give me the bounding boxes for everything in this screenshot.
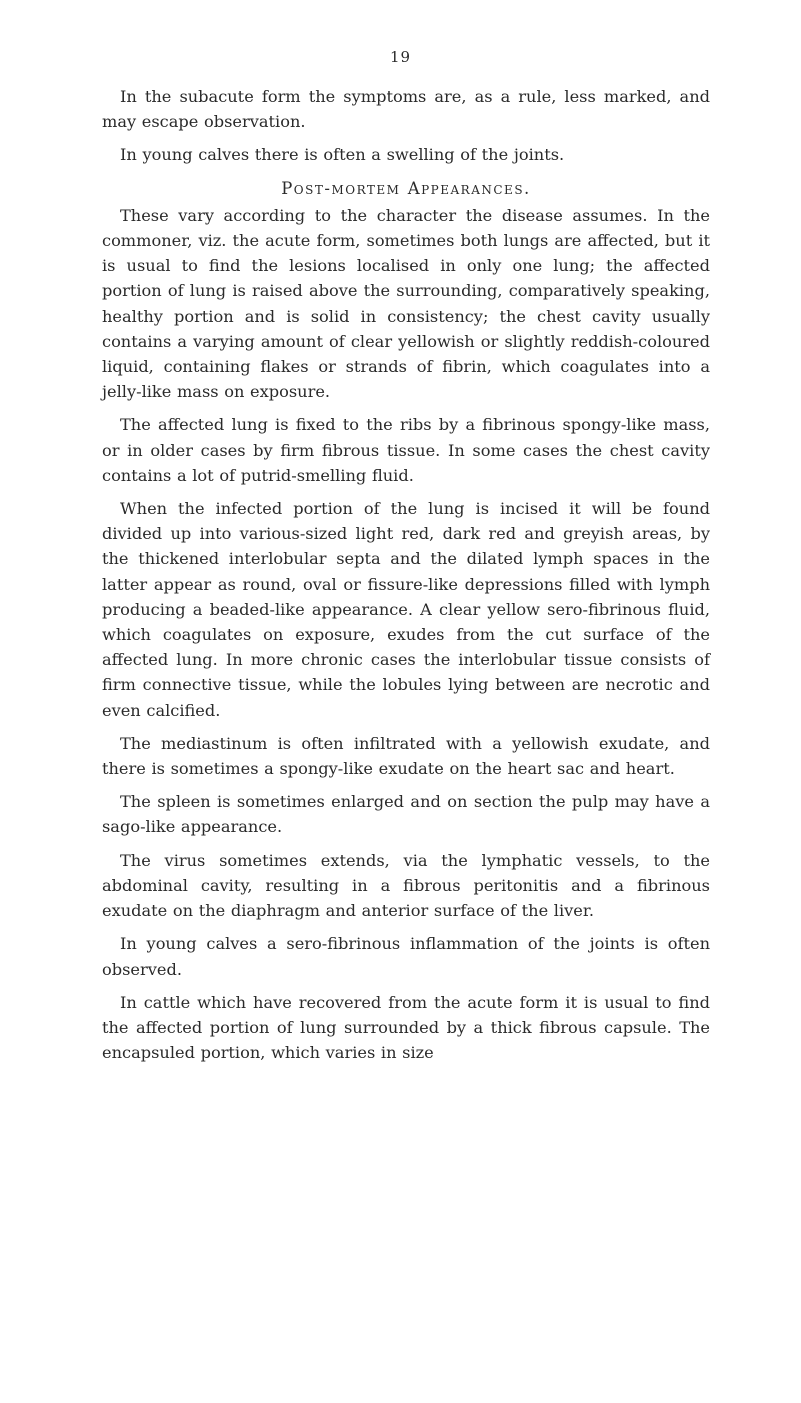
section-heading: Post-mortem Appearances. <box>281 178 531 198</box>
body-text <box>102 84 710 1073</box>
paragraph-virus-extends: The virus sometimes extends, via the lymphatic vessels, to the abdominal cavity, resulting in a fibrous peritonitis and a fibrinous exudate on the diaphragm and anterior surface of the liver. <box>102 850 710 921</box>
paragraph-spleen: The spleen is sometimes enlarged and on section the pulp may have a sago-like appearance. <box>102 792 710 837</box>
paragraph-young-calves-inflammation: In young calves a sero-fibrinous inflammation of the joints is often observed. <box>102 934 710 979</box>
paragraph-recovered-cattle: In cattle which have recovered from the acute form it is usual to find the affected portion of lung surrounded by a thick fibrous capsule. The encapsuled portion, which varies in size <box>102 992 710 1063</box>
paragraph-affected-lung: The affected lung is fixed to the ribs by a fibrinous spongy-like mass, or in older cases by firm fibrous tissue. In some cases the chest cavity contains a lot of putrid-smelling fluid. <box>102 415 710 485</box>
paragraph-lesions: These vary according to the character the disease assumes. In the commoner, viz. the acute form, sometimes both lungs are affected, but it is usual to find the lesions localised in only one lung; the affected portion of lung is raised above the surrounding, comparatively speaking, healthy portion and is solid in consistency; the chest cavity usually contains a varying amount of clear yellowish or slightly reddish-coloured liquid, containing flakes or strands of fibrin, which coagulates into a jelly-like mass on exposure. <box>102 205 710 402</box>
paragraph-mediastinum: The mediastinum is often infiltrated with a yellowish exudate, and there is sometimes a spongy-like exudate on the heart sac and heart. <box>102 733 710 779</box>
page-number: 19 <box>389 48 412 66</box>
paragraph-young-calves-joints: In young calves there is often a swelling of the joints. <box>120 145 565 165</box>
paragraph-incised-lung: When the infected portion of the lung is incised it will be found divided up into various-sized light red, dark red and greyish areas, by the thickened interlobular septa and the dilated lymph spaces in the latter appear as round, oval or fissure-like depressions filled with lymph producing a beaded-like appearance. A clear yellow sero-fibrinous fluid, which coagulates on exposure, exudes from the cut surface of the affected lung. In more chronic cases the interlobular tissue consists of firm connective tissue, while the lobules lying between are necrotic and even calcified. <box>102 499 710 720</box>
paragraph-subacute: In the subacute form the symptoms are, as a rule, less marked, and may escape observation. <box>102 87 710 132</box>
